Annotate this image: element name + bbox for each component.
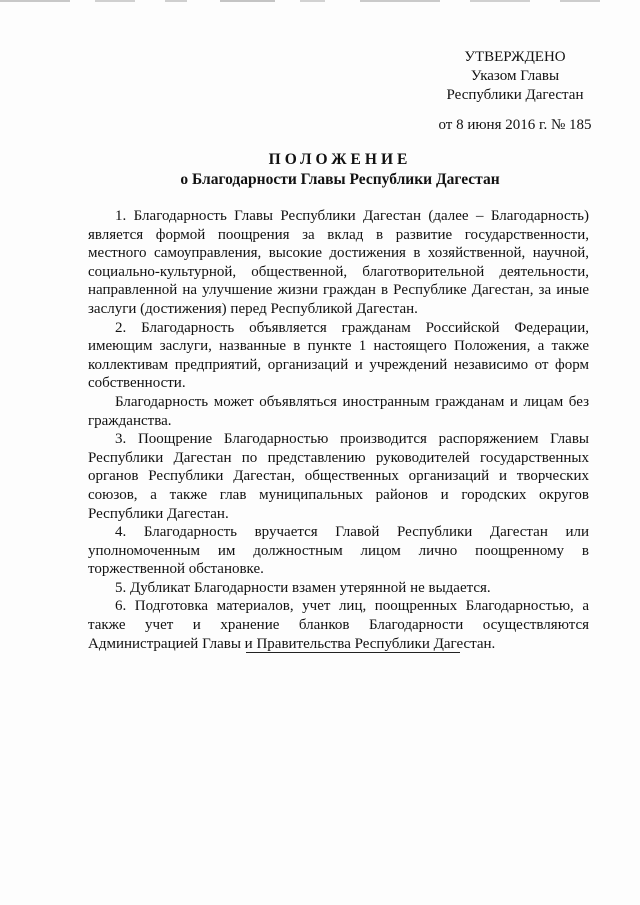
document-title: ПОЛОЖЕНИЕ xyxy=(268,151,412,168)
paragraph-6: 6. Подготовка материалов, учет лиц, поощренных Благодарностью, а также учет и хранение бланков Благодарности осуществляются Администрацией Главы и Правительства Республики Дагестан. xyxy=(88,598,589,652)
paragraph-2: 2. Благодарность объявляется гражданам Российской Федерации, имеющим заслуги, названные в пункте 1 настоящего Положения, а также коллективам предприятий, организаций и учреждений независимо от форм собственности. xyxy=(88,319,589,392)
decree-date-number: от 8 июня 2016 г. № 185 xyxy=(438,117,592,133)
paragraph-4: 4. Благодарность вручается Главой Республики Дагестан или уполномоченным им должностным лицом лично поощренному в торжественной обстановке. xyxy=(88,524,589,578)
approval-line-approved: УТВЕРЖДЕНО xyxy=(464,49,566,65)
approval-line-republic: Республики Дагестан xyxy=(446,87,584,103)
approval-stamp-block xyxy=(430,48,600,105)
approval-line-decree: Указом Главы xyxy=(470,68,560,84)
paragraph-3: 3. Поощрение Благодарностью производится распоряжением Главы Республики Дагестан по представлению руководителей государственных органов Республики Дагестан, общественных организаций и творческих союзов, а также глав муниципальных районов и городских округов Республики Дагестан. xyxy=(88,431,589,522)
document-body xyxy=(88,207,589,653)
document-subtitle: о Благодарности Главы Республики Дагестан xyxy=(180,171,500,188)
paragraph-5: 5. Дубликат Благодарности взамен утерянной не выдается. xyxy=(115,579,491,596)
paragraph-2-foreigners: Благодарность может объявляться иностранным гражданам и лицам без гражданства. xyxy=(88,393,589,429)
closing-rule xyxy=(246,652,460,653)
scan-edge-marks xyxy=(0,0,640,6)
paragraph-1: 1. Благодарность Главы Республики Дагестан (далее – Благодарность) является формой поощрения за вклад в развитие государственности, местного самоуправления, высокие достижения в хозяйственной, научной, социально-культурной, общественной, благотворительной деятельности, направленной на улучшение жизни граждан в Республике Дагестан, за иные заслуги (достижения) перед Республикой Дагестан. xyxy=(88,208,589,317)
